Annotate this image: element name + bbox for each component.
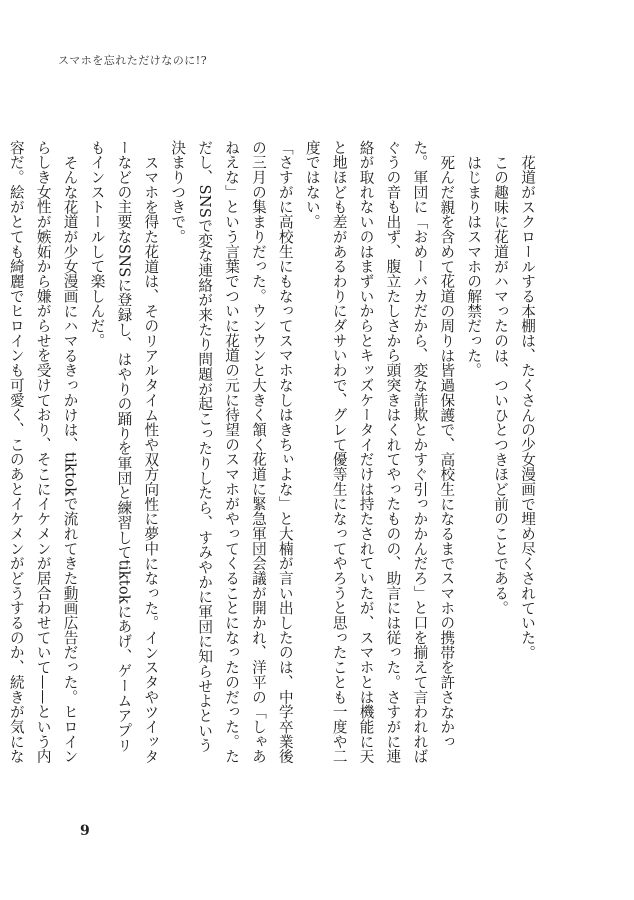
paragraph: 「さすがに高校生にもなってスマホなしはきちぃよな」と大楠が言い出したのは、中学卒業後の三月の集まりだった。ウンウンと大きく頷く花道に緊急軍団会議が開かれ、洋平の「しゃあねえな」という言葉でついに花道の元に待望のスマホがやってくることになったのだった。ただし、SNSで変な連絡が来たり問題が起こったりしたら、すみやかに軍団に知らせよという決まりつきで。: [169, 140, 294, 764]
paragraph: この趣味に花道がハマったのは、ついひとつきほど前のことである。: [492, 154, 510, 615]
page-number: 9: [80, 823, 90, 839]
paragraph: 死んだ親を含めて花道の周りは皆過保護で、高校生になるまでスマホの携帯を許さなかった。軍団に「おめーバカだから、変な詐欺とかすぐ引っかかんだろ」と口を揃えて言われればぐうの音も出ず、腹立たしさから頭突きはくれてやったものの、助言には従った。さすがに連絡が取れないのはまずいからとキッズケータイだけは持たされていたが、スマホとは機能に天と地ほども差があるわりにダサいわで、グレて優等生になってやろうと思ったことも一度や二度ではない。: [303, 140, 456, 764]
paragraph: そんな花道が少女漫画にハマるきっかけは、tiktokで流れてきた動画広告だった。ヒロインらしき女性が嫉妬から嫌がらせを受けており、そこにイケメンが居合わせていて——という内容だ。絵がとても綺麗でヒロインも可愛く、このあとイケメンがどうするのか、続きが気にな: [7, 140, 79, 764]
paragraph: はじまりはスマホの解禁だった。: [465, 154, 483, 378]
paragraph: スマホを得た花道は、そのリアルタイム性や双方向性に夢中になった。インスタやツイッターなどの主要なSNSに登録し、はやりの踊りを軍団と練習してtiktokにあげ、ゲームアプリもインストールして楽しんだ。: [88, 140, 160, 764]
paragraph: 花道がスクロールする本棚は、たくさんの少女漫画で埋め尽くされていた。: [519, 154, 536, 660]
body-text: [7, 140, 540, 765]
running-header: スマホを忘れただけなのに!?: [58, 54, 208, 67]
